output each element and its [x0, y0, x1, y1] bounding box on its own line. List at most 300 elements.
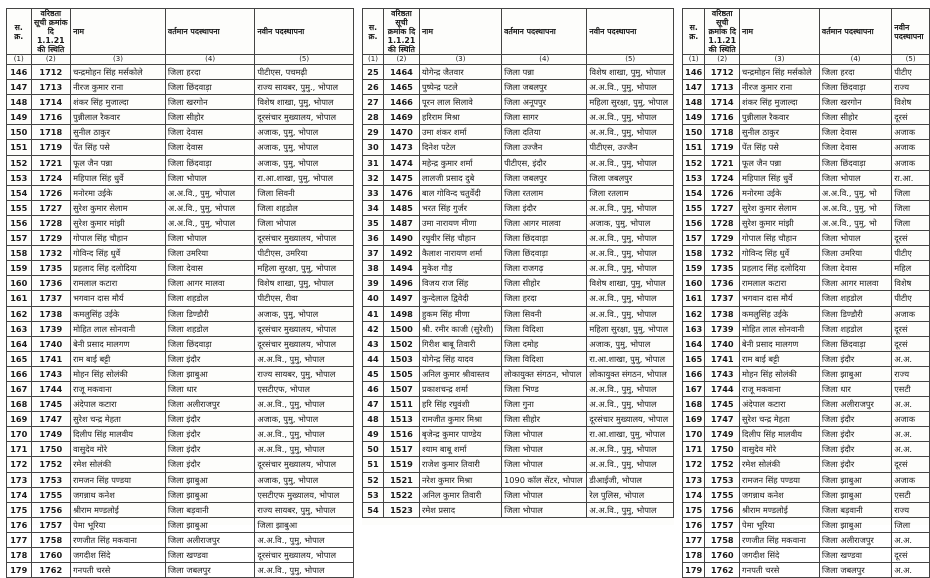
table-cell: जिला — [892, 517, 930, 532]
table-cell: रमेश सोलंकी — [71, 457, 166, 472]
table-cell: जिला भोपाल — [502, 487, 587, 502]
table-cell: अनिल कुमार तिवारी — [419, 487, 501, 502]
table-cell: 1487 — [383, 215, 419, 230]
table-cell: जिला — [892, 215, 930, 230]
table-cell: मोहित लाल सोनवानी — [71, 321, 166, 336]
table-row — [7, 563, 354, 578]
table-cell: 46 — [363, 381, 384, 396]
table-body — [363, 65, 674, 518]
table-cell: उमा शंकर शर्मा — [419, 125, 501, 140]
table-cell: चन्द्रमोहन सिंह मर्सकोले — [71, 65, 166, 80]
table-cell: 45 — [363, 366, 384, 381]
table-cell: 147 — [7, 80, 32, 95]
table-cell: अजाक — [892, 412, 930, 427]
table-cell: दूरसंचार मुख्यालय, भोपाल — [587, 412, 674, 427]
table-cell: जिला खण्डवा — [165, 548, 254, 563]
table-cell: अ.अ.वि., पुमु, भोपाल — [255, 397, 354, 412]
table-cell: राज्य सायबर, पुमु., भोपाल — [255, 80, 354, 95]
table-cell: रा.आ. — [892, 170, 930, 185]
table-cell: 1724 — [31, 170, 71, 185]
table-row — [363, 321, 674, 336]
table-row — [7, 442, 354, 457]
table-cell: 162 — [7, 306, 32, 321]
table-cell: जिला छिंदवाड़ा — [165, 80, 254, 95]
header-serial: स. क्र. — [683, 9, 705, 55]
table-cell: 53 — [363, 487, 384, 502]
table-cell: एसटी — [892, 381, 930, 396]
table-cell: जिला झाबुआ — [819, 366, 891, 381]
table-cell: जिला सिवनी — [255, 185, 354, 200]
table-cell: दूरसं — [892, 321, 930, 336]
table-cell: अ.अ.वि., पुमु, भोपाल — [255, 563, 354, 578]
table-cell: जिला इंदौर — [165, 351, 254, 366]
table-cell: जिला शहडोल — [819, 291, 891, 306]
table-cell: 167 — [683, 381, 705, 396]
table-cell: जिला इंदौर — [502, 200, 587, 215]
table-cell: 168 — [683, 397, 705, 412]
table-cell: 156 — [683, 215, 705, 230]
table-cell: अ.अ.वि., पुमु, भो — [819, 215, 891, 230]
column-number: (2) — [383, 55, 419, 65]
table-cell: पीटीएस, इंदौर — [502, 155, 587, 170]
table-cell: 1728 — [31, 215, 71, 230]
table-cell: 146 — [683, 65, 705, 80]
table-cell: पेमा भूरिया — [740, 517, 820, 532]
table-header-row — [683, 9, 930, 55]
table-cell: प्रकाशचन्द्र शर्मा — [419, 381, 501, 396]
table-cell: 1712 — [705, 65, 740, 80]
table-cell: 174 — [683, 487, 705, 502]
table-cell: 1736 — [705, 276, 740, 291]
table-cell: 149 — [7, 110, 32, 125]
table-cell: 164 — [7, 336, 32, 351]
table-row — [363, 95, 674, 110]
table-cell: अजाक, पुमु, भोपाल — [255, 140, 354, 155]
table-cell: श्रीराम मण्डलोई — [71, 502, 166, 517]
table-cell: जिला भोपाल — [255, 215, 354, 230]
header-name: नाम — [740, 9, 820, 55]
table-cell: अ.अ.वि., पुमु, भोपाल — [587, 110, 674, 125]
table-cell: दिलीप सिंह मालवीय — [740, 427, 820, 442]
table-cell: अ.अ.वि., पुमु, भोपाल — [587, 155, 674, 170]
table-row — [7, 412, 354, 427]
table-cell: 165 — [7, 351, 32, 366]
table-cell: दूरसं — [892, 457, 930, 472]
table-row — [683, 80, 930, 95]
table-cell: 1522 — [383, 487, 419, 502]
table-cell: मोहित लाल सोनवानी — [740, 321, 820, 336]
table-cell: 1756 — [31, 502, 71, 517]
table-cell: रामजीत कुमार मिश्रा — [419, 412, 501, 427]
table-cell: 163 — [7, 321, 32, 336]
table-cell: श्रीराम मण्डलोई — [740, 502, 820, 517]
table-cell: गिरीश बाबू तिवारी — [419, 336, 501, 351]
table-cell: कमलुसिंह उईके — [71, 306, 166, 321]
table-cell: जिला झाबुआ — [165, 517, 254, 532]
table-cell: जिला झाबुआ — [165, 366, 254, 381]
table-row — [363, 65, 674, 80]
table-cell: अ.अ.वि., पुमु, भोपाल — [587, 291, 674, 306]
table-cell: जिला भोपाल — [502, 457, 587, 472]
table-row — [683, 472, 930, 487]
table-cell: जिला सीहोर — [502, 276, 587, 291]
table-row — [7, 65, 354, 80]
table-row — [7, 532, 354, 547]
table-cell: सुनील ठाकुर — [71, 125, 166, 140]
header-new-posting: नवीन पदस्थापना — [587, 9, 674, 55]
table-cell: 1505 — [383, 366, 419, 381]
table-row — [7, 427, 354, 442]
table-cell: महिला सुरक्षा, पुमु, भोपाल — [255, 261, 354, 276]
table-cell: मनोरमा उईके — [740, 185, 820, 200]
table-row — [363, 246, 674, 261]
table-cell: शंकर सिंह मुजाल्दा — [71, 95, 166, 110]
table-cell: 152 — [683, 155, 705, 170]
table-cell: राज्य सायबर, पुमु, भोपाल — [255, 366, 354, 381]
table-cell: जिला धार — [165, 381, 254, 396]
table-cell: 1747 — [31, 412, 71, 427]
table-cell: 1727 — [705, 200, 740, 215]
table-row — [7, 472, 354, 487]
table-cell: 43 — [363, 336, 384, 351]
table-cell: 1758 — [31, 532, 71, 547]
table-cell: 1750 — [705, 442, 740, 457]
header-new-posting: नवीन पदस्थापना — [892, 9, 930, 55]
header-name: नाम — [419, 9, 501, 55]
table-cell: 1760 — [31, 548, 71, 563]
column-number: (4) — [819, 55, 891, 65]
table-cell: 1718 — [31, 125, 71, 140]
table-cell: जिला छिंदवाड़ा — [165, 336, 254, 351]
table-cell: जिला हरदा — [165, 65, 254, 80]
table-cell: गनपती चरसे — [71, 563, 166, 578]
table-cell: 1714 — [31, 95, 71, 110]
table-cell: अ.अ. — [892, 563, 930, 578]
header-current-posting: वर्तमान पदस्थापना — [165, 9, 254, 55]
table-cell: गोविन्द सिंह धुर्वे — [740, 246, 820, 261]
table-cell: अजाक, पुमु, भोपाल — [587, 336, 674, 351]
table-cell: जिला देवास — [165, 140, 254, 155]
table-cell: 154 — [683, 185, 705, 200]
table-cell: जिला इंदौर — [819, 427, 891, 442]
table-cell: 52 — [363, 472, 384, 487]
table-row — [683, 517, 930, 532]
table-body — [683, 65, 930, 578]
table-cell: 162 — [683, 306, 705, 321]
table-cell: 175 — [7, 502, 32, 517]
table-cell: जिला देवास — [819, 261, 891, 276]
table-cell: 174 — [7, 487, 32, 502]
table-cell: 38 — [363, 261, 384, 276]
table-cell: 1757 — [31, 517, 71, 532]
table-cell: जिला दतिया — [502, 125, 587, 140]
table-cell: जिला विदिशा — [502, 321, 587, 336]
table-cell: 1745 — [31, 397, 71, 412]
table-cell: 1521 — [383, 472, 419, 487]
table-row — [683, 155, 930, 170]
table-cell: पुष्पेन्द्र पटले — [419, 80, 501, 95]
table-cell: सुरेश कुमार सेलाम — [740, 200, 820, 215]
table-cell: भरत सिंह गुर्जर — [419, 200, 501, 215]
table-cell: विशेष — [892, 95, 930, 110]
table-cell: रामजन सिंह पण्डया — [71, 472, 166, 487]
table-cell: पीटीए — [892, 291, 930, 306]
table-header-row — [7, 9, 354, 55]
table-cell: 169 — [7, 412, 32, 427]
column-number: (5) — [255, 55, 354, 65]
table-cell: योगेन्द्र सिंह यादव — [419, 351, 501, 366]
table-row — [7, 170, 354, 185]
table-cell: 159 — [683, 261, 705, 276]
table-row — [363, 366, 674, 381]
table-row — [363, 442, 674, 457]
table-cell: 160 — [683, 276, 705, 291]
table-cell: महिला सुरक्षा, पुमु, भोपाल — [587, 321, 674, 336]
table-row — [363, 185, 674, 200]
table-cell: जिला भोपाल — [502, 427, 587, 442]
table-cell: रा.आ.शाखा, पुमु, भोपाल — [587, 351, 674, 366]
table-cell: जिला देवास — [165, 261, 254, 276]
table-row — [7, 185, 354, 200]
document-page-right — [682, 8, 930, 576]
table-cell: कुन्देलाल द्विवेदी — [419, 291, 501, 306]
table-cell: 177 — [683, 532, 705, 547]
header-seniority: वरिष्ठता सूची क्रमांक दि 1.1.21 की स्थिति — [705, 9, 740, 55]
table-row — [7, 125, 354, 140]
table-cell: 178 — [683, 548, 705, 563]
table-cell: 40 — [363, 291, 384, 306]
table-row — [363, 276, 674, 291]
table-cell: 50 — [363, 442, 384, 457]
table-cell: पीटीएस, रीवा — [255, 291, 354, 306]
table-cell: पेंत सिंह पसे — [740, 140, 820, 155]
table-cell: दूरसंचार मुख्यालय, भोपाल — [255, 321, 354, 336]
table-cell: 1519 — [383, 457, 419, 472]
table-cell: रमेश प्रसाद — [419, 502, 501, 517]
table-cell: जिला हरदा — [819, 65, 891, 80]
table-cell: जगदीश सिंदे — [740, 548, 820, 563]
table-cell: अंदेपाल कटारा — [71, 397, 166, 412]
table-cell: 1716 — [31, 110, 71, 125]
table-cell: अ.अ.वि., पुमु, भोपाल — [255, 532, 354, 547]
table-cell: जिला खण्डवा — [819, 548, 891, 563]
table-cell: 1719 — [705, 140, 740, 155]
table-cell: पूरन लाल सिलावे — [419, 95, 501, 110]
table-cell: दूरसंचार मुख्यालय, भोपाल — [255, 110, 354, 125]
table-row — [7, 336, 354, 351]
table-cell: 178 — [7, 548, 32, 563]
table-cell: 170 — [683, 427, 705, 442]
table-cell: अ.अ.वि., पुमु, भोपाल — [587, 502, 674, 517]
table-row — [363, 306, 674, 321]
table-cell: 173 — [7, 472, 32, 487]
table-row — [683, 457, 930, 472]
table-cell: जिला अलीराजपुर — [819, 397, 891, 412]
table-cell: गनपती चरसे — [740, 563, 820, 578]
table-cell: 1740 — [705, 336, 740, 351]
table-cell: जिला देवास — [165, 125, 254, 140]
table-cell: 1496 — [383, 276, 419, 291]
table-cell: मनोरमा उईके — [71, 185, 166, 200]
table-cell: नीरज कुमार राना — [740, 80, 820, 95]
table-cell: सुरेश चन्द्र मेहता — [740, 412, 820, 427]
table-cell: 42 — [363, 321, 384, 336]
table-cell: 31 — [363, 155, 384, 170]
table-cell: 150 — [683, 125, 705, 140]
table-cell: रणजीत सिंह मकवाना — [71, 532, 166, 547]
table-cell: जगदीश सिंदे — [71, 548, 166, 563]
transfer-table — [682, 8, 930, 578]
table-cell: 176 — [683, 517, 705, 532]
table-cell: जिला इंदौर — [819, 412, 891, 427]
table-cell: 1726 — [31, 185, 71, 200]
table-cell: 1090 कॉल सेंटर, भोपाल — [502, 472, 587, 487]
table-cell: मोहन सिंह सोलंकी — [71, 366, 166, 381]
table-cell: 160 — [7, 276, 32, 291]
table-cell: राज्य सायबर, पुमु, भोपाल — [255, 502, 354, 517]
table-cell: सुरेश कुमार सेलाम — [71, 200, 166, 215]
table-cell: 163 — [683, 321, 705, 336]
table-cell: जिला छिंदवाड़ा — [819, 336, 891, 351]
table-cell: लालजी प्रसाद दुबे — [419, 170, 501, 185]
table-cell: 1741 — [31, 351, 71, 366]
table-row — [683, 351, 930, 366]
table-cell: जिला खरगोन — [819, 95, 891, 110]
table-cell: जिला खरगोन — [165, 95, 254, 110]
table-cell: अ.अ.वि., पुमु, भोपाल — [255, 442, 354, 457]
table-cell: जिला झाबुआ — [819, 487, 891, 502]
table-cell: जिला आगर मालवा — [819, 276, 891, 291]
table-row — [363, 200, 674, 215]
table-cell: 171 — [683, 442, 705, 457]
table-cell: 1475 — [383, 170, 419, 185]
table-cell: जिला अलीराजपुर — [819, 532, 891, 547]
table-cell: 161 — [7, 291, 32, 306]
table-row — [363, 502, 674, 517]
table-cell: 158 — [7, 246, 32, 261]
table-cell: 1712 — [31, 65, 71, 80]
table-cell: 1732 — [31, 246, 71, 261]
table-cell: 170 — [7, 427, 32, 442]
table-row — [7, 457, 354, 472]
table-row — [683, 532, 930, 547]
table-cell: 1714 — [705, 95, 740, 110]
table-cell: फूल जैन पन्ना — [71, 155, 166, 170]
table-cell: विशेष — [892, 276, 930, 291]
table-cell: 1749 — [705, 427, 740, 442]
table-cell: 177 — [7, 532, 32, 547]
table-cell: 36 — [363, 231, 384, 246]
table-cell: अजाक, पुमु, भोपाल — [587, 215, 674, 230]
table-cell: एसटीएफ मुख्यालय, भोपाल — [255, 487, 354, 502]
table-cell: पेंत सिंह पसे — [71, 140, 166, 155]
table-row — [363, 215, 674, 230]
table-cell: 33 — [363, 185, 384, 200]
table-cell: 1737 — [705, 291, 740, 306]
table-cell: 25 — [363, 65, 384, 80]
table-cell: पीटीएस, उज्जैन — [587, 140, 674, 155]
table-cell: अ.अ.वि., पुमु, भोपाल — [587, 261, 674, 276]
table-cell: 1517 — [383, 442, 419, 457]
table-row — [683, 412, 930, 427]
table-cell: राजू मकवाना — [740, 381, 820, 396]
table-cell: 1713 — [705, 80, 740, 95]
table-row — [7, 155, 354, 170]
table-cell: राज्य — [892, 366, 930, 381]
table-cell: हरि सिंह रघुवंशी — [419, 397, 501, 412]
table-cell: रघुवीर सिंह चौहान — [419, 231, 501, 246]
table-cell: जिला भिण्ड — [502, 381, 587, 396]
table-cell: जिला इंदौर — [165, 442, 254, 457]
table-row — [683, 140, 930, 155]
table-cell: अजाक — [892, 125, 930, 140]
table-cell: 166 — [683, 366, 705, 381]
table-row — [683, 397, 930, 412]
table-cell: 1729 — [705, 231, 740, 246]
table-cell: रा.आ.शाखा, पुमु, भोपाल — [587, 427, 674, 442]
table-cell: वासुदेव मोरे — [740, 442, 820, 457]
table-row — [7, 231, 354, 246]
table-row — [363, 457, 674, 472]
table-cell: जिला राजगढ़ — [502, 261, 587, 276]
table-cell: 167 — [7, 381, 32, 396]
table-row — [683, 548, 930, 563]
table-row — [7, 246, 354, 261]
table-cell: बाल गोविन्द चतुर्वेदी — [419, 185, 501, 200]
table-cell: 1503 — [383, 351, 419, 366]
table-cell: 29 — [363, 125, 384, 140]
table-cell: 1523 — [383, 502, 419, 517]
table-cell: अ.अ.वि., पुमु, भोपाल — [587, 231, 674, 246]
table-cell: 164 — [683, 336, 705, 351]
table-cell: 1760 — [705, 548, 740, 563]
table-row — [363, 336, 674, 351]
table-cell: जिला अनूपपुर — [502, 95, 587, 110]
table-cell: नरेश कुमार मिश्रा — [419, 472, 501, 487]
table-cell: महिला सुरक्षा, पुमु, भोपाल — [587, 95, 674, 110]
table-cell: 168 — [7, 397, 32, 412]
table-cell: महिल — [892, 261, 930, 276]
table-cell: जिला शहडोल — [165, 321, 254, 336]
table-cell: अ.अ. — [892, 532, 930, 547]
table-row — [7, 351, 354, 366]
table-row — [7, 397, 354, 412]
table-cell: अ.अ.वि., पुमु, भोपाल — [587, 200, 674, 215]
table-row — [7, 110, 354, 125]
table-cell: 1729 — [31, 231, 71, 246]
table-cell: महिपाल सिंह धुर्वे — [740, 170, 820, 185]
table-row — [363, 381, 674, 396]
table-cell: 1756 — [705, 502, 740, 517]
table-cell: दूरसंचार मुख्यालय, भोपाल — [255, 457, 354, 472]
table-cell: 1500 — [383, 321, 419, 336]
table-cell: 1713 — [31, 80, 71, 95]
table-cell: पेमा भूरिया — [71, 517, 166, 532]
table-cell: 172 — [7, 457, 32, 472]
table-row — [7, 381, 354, 396]
table-cell: विशेष शाखा, पुमु, भोपाल — [587, 65, 674, 80]
table-cell: अ.अ.वि., पुमु, भोपाल — [165, 200, 254, 215]
table-cell: जिला जबलपुर — [502, 80, 587, 95]
table-cell: 1762 — [31, 563, 71, 578]
table-cell: 1490 — [383, 231, 419, 246]
table-cell: जिला आगर मालवा — [165, 276, 254, 291]
table-cell: जिला उज्जैन — [502, 140, 587, 155]
table-row — [683, 563, 930, 578]
table-row — [683, 110, 930, 125]
table-cell: 151 — [7, 140, 32, 155]
table-cell: 1738 — [705, 306, 740, 321]
